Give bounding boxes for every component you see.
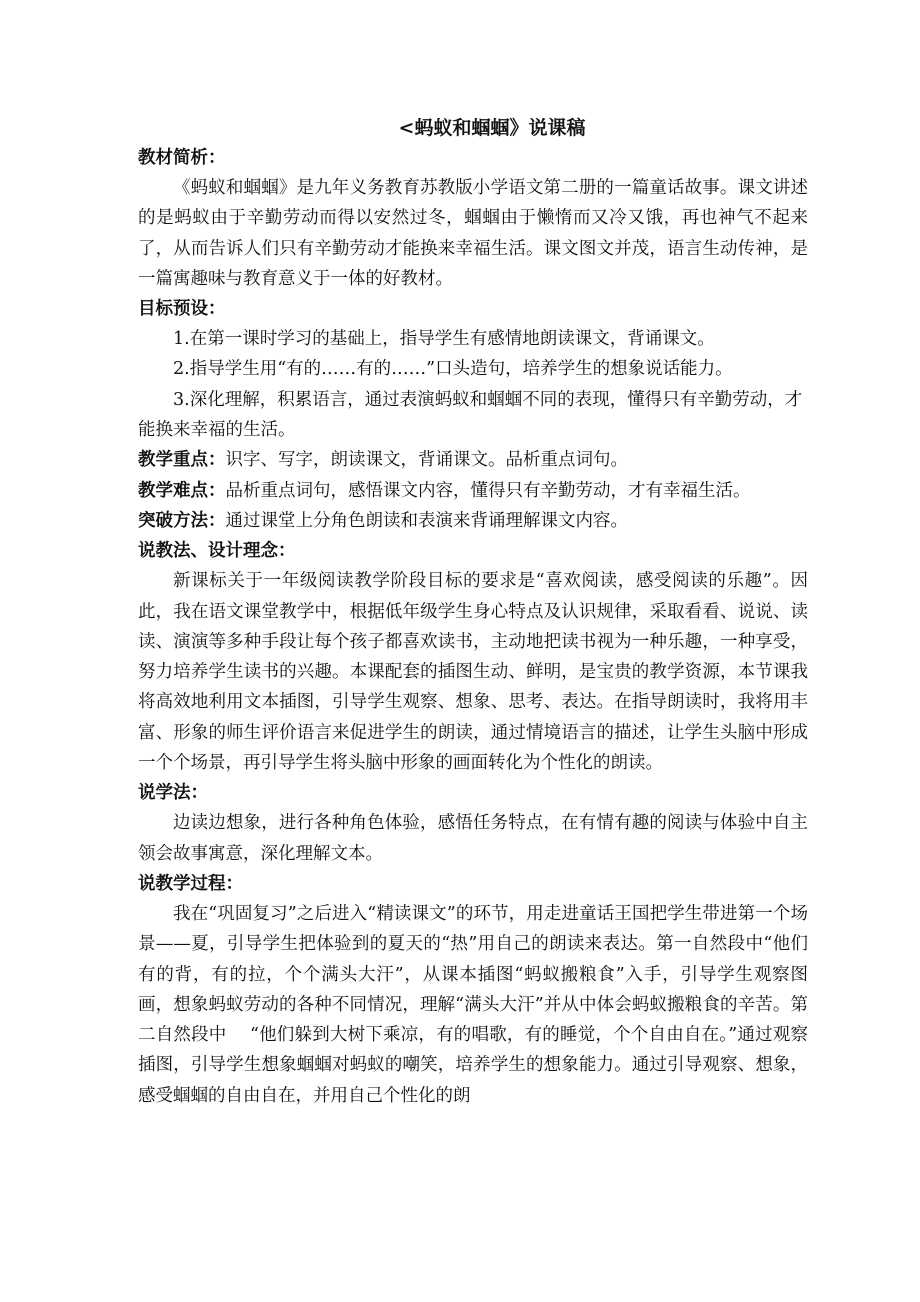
- difficulty-label: 教学难点：: [138, 480, 226, 501]
- goal-item: 2.指导学生用“有的……有的……”口头造句，培养学生的想象说话能力。: [173, 359, 733, 380]
- key-point-line: [138, 445, 808, 475]
- process-heading: 说教学过程：: [138, 873, 243, 894]
- method-line: [138, 506, 808, 536]
- teaching-method-heading: 说教法、设计理念：: [138, 541, 296, 562]
- process-paragraph: 我在“巩固复习”之后进入“精读课文”的环节，用走进童话王国把学生带进第一个场景——夏，引导学生把体验到的夏天的“热”用自己的朗读来表达。第一自然段中“他们有的背，有的拉，个个满头大汗”，从课本插图“蚂蚁搬粮食”入手，引导学生观察图画，想象蚂蚁劳动的各种不同情况，理解“满头大汗”并从中体会蚂蚁搬粮食的辛苦。第二自然段中 “他们躲到大树下乘凉，有的唱歌，有的睡觉，个个自由自在。”通过观察插图，引导学生想象蝈蝈对蚂蚁的嘲笑，培养学生的想象能力。通过引导观察、想象，感受蝈蝈的自由自在，并用自己个性化的朗: [138, 903, 808, 1106]
- learning-method-paragraph: 边读边想象，进行各种角色体验，感悟任务特点，在有情有趣的阅读与体验中自主领会故事寓意，深化理解文本。: [138, 813, 808, 864]
- method-label: 突破方法：: [138, 510, 226, 531]
- method-text: 通过课堂上分角色朗读和表演来背诵理解课文内容。: [225, 510, 628, 531]
- teaching-method-paragraph: 新课标关于一年级阅读教学阶段目标的要求是“喜欢阅读，感受阅读的乐趣”。因此，我在语文课堂教学中，根据低年级学生身心特点及认识规律，采取看看、说说、读读、演演等多种手段让每个孩子都喜欢读书，主动地把读书视为一种乐趣，一种享受，努力培养学生读书的兴趣。本课配套的插图生动、鲜明，是宝贵的教学资源，本节课我将高效地利用文本插图，引导学生观察、想象、思考、表达。在指导朗读时，我将用丰富、形象的师生评价语言来促进学生的朗读，通过情境语言的描述，让学生头脑中形成一个个场景，再引导学生将头脑中形象的画面转化为个性化的朗读。: [138, 571, 808, 774]
- difficulty-text: 品析重点词句，感悟课文内容，懂得只有辛勤劳动，才有幸福生活。: [225, 480, 751, 501]
- material-heading: 教材简析：: [138, 148, 226, 168]
- learning-method-heading: 说学法：: [138, 783, 208, 804]
- material-paragraph: 《蚂蚁和蝈蝈》是九年义务教育苏教版小学语文第二册的一篇童话故事。课文讲述的是蚂蚁由于辛勤劳动而得以安然过冬，蝈蝈由于懒惰而又冷又饿，再也神气不起来了，从而告诉人们只有辛勤劳动才能换来幸福生活。课文图文并茂，语言生动传神，是一篇寓趣味与教育意义于一体的好教材。: [138, 178, 808, 289]
- goals-heading: 目标预设：: [138, 299, 226, 320]
- document-title: <蚂蚁和蝈蝈》说课稿: [398, 117, 586, 139]
- goal-item: 3.深化理解，积累语言，通过表演蚂蚁和蝈蝈不同的表现，懂得只有辛勤劳动，才能换来幸福的生活。: [138, 389, 803, 441]
- difficulty-line: [138, 476, 808, 506]
- key-point-label: 教学重点：: [138, 450, 226, 471]
- goal-item: 1.在第一课时学习的基础上，指导学生有感情地朗读课文，背诵课文。: [173, 329, 715, 350]
- key-point-text: 识字、写字，朗读课文，背诵课文。品析重点词句。: [225, 450, 628, 471]
